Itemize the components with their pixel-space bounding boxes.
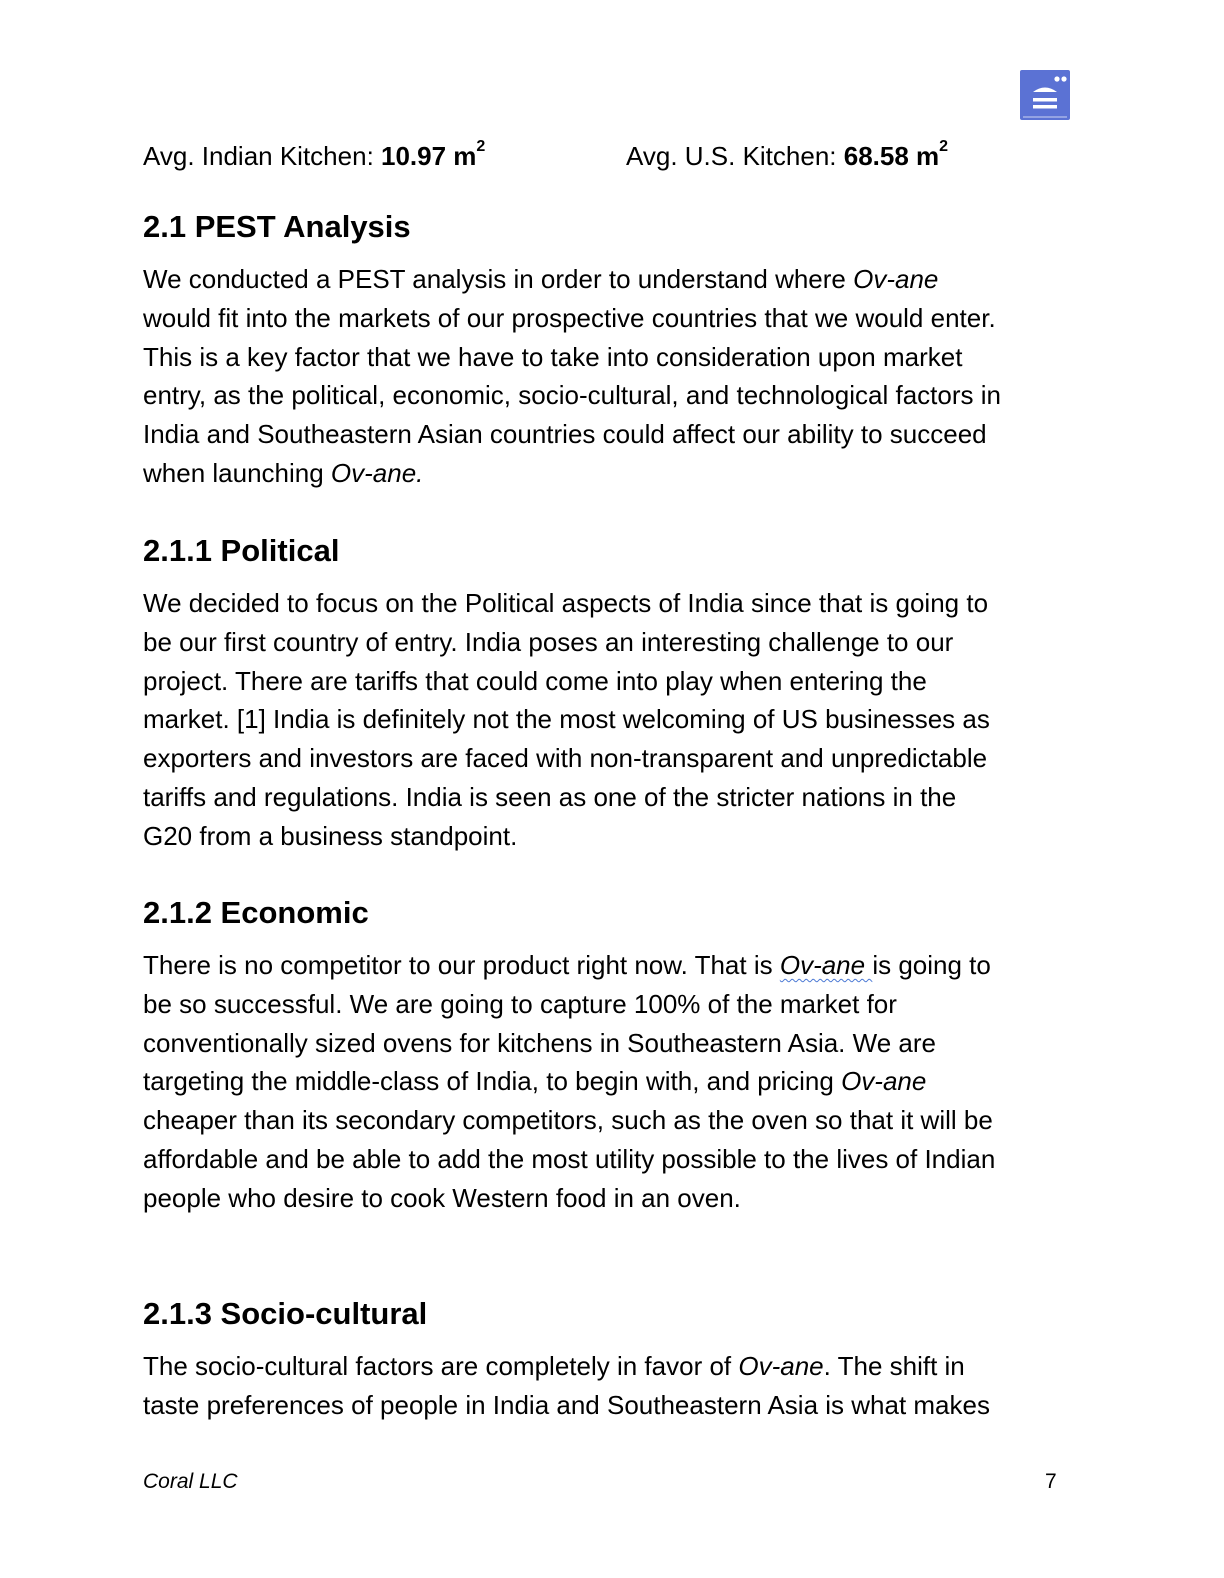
economic-line-5: cheaper than its secondary competitors, such as the oven so that it will be — [143, 1105, 993, 1136]
economic-line-4 — [143, 1062, 1083, 1101]
indian-kitchen-label: Avg. Indian Kitchen: — [143, 141, 382, 171]
sociocultural-line-1-tail: . The shift in — [823, 1351, 965, 1381]
economic-line-1-tail: is going to — [872, 950, 991, 980]
us-kitchen-exponent: 2 — [939, 138, 949, 156]
pest-heading: 2.1 PEST Analysis — [143, 209, 411, 244]
political-line: be our first country of entry. India poses an interesting challenge to our — [143, 626, 954, 657]
economic-paragraph — [143, 946, 1083, 1218]
economic-line-4-text: targeting the middle-class of India, to begin with, and pricing — [143, 1066, 842, 1097]
product-name-spellcheck: Ov-ane — [779, 950, 873, 980]
economic-line-3: conventionally sized ovens for kitchens in Southeastern Asia. We are — [143, 1027, 936, 1058]
product-name: Ov-ane — [841, 1066, 927, 1097]
oven-icon — [1020, 70, 1070, 120]
pest-line-6-text: when launching — [143, 457, 331, 488]
product-name: Ov-ane — [853, 264, 939, 294]
pest-line-3: This is a key factor that we have to take into consideration upon market — [143, 341, 963, 372]
political-line: market. [1] India is definitely not the most welcoming of US businesses as — [143, 704, 990, 735]
sociocultural-heading: 2.1.3 Socio-cultural — [143, 1296, 428, 1331]
political-line: project. There are tariffs that could come into play when entering the — [143, 665, 927, 696]
political-heading: 2.1.1 Political — [143, 533, 340, 568]
economic-line-2: be so successful. We are going to capture 100% of the market for — [143, 988, 897, 1019]
political-line: G20 from a business standpoint. — [143, 820, 518, 851]
sociocultural-line-1 — [143, 1347, 1083, 1386]
sociocultural-line-2: taste preferences of people in India and Southeastern Asia is what makes — [143, 1389, 990, 1420]
pest-line-1-text: We conducted a PEST analysis in order to understand where — [143, 264, 854, 294]
page-number: 7 — [1045, 1470, 1057, 1493]
sociocultural-line-1-text: The socio-cultural factors are completely in favor of — [143, 1351, 739, 1381]
indian-kitchen-exponent: 2 — [476, 138, 486, 156]
economic-heading: 2.1.2 Economic — [143, 895, 369, 930]
us-kitchen-label: Avg. U.S. Kitchen: — [626, 141, 844, 171]
political-paragraph — [143, 584, 1083, 856]
pest-paragraph — [143, 260, 1083, 493]
product-name: Ov-ane — [738, 1351, 824, 1381]
sociocultural-paragraph — [143, 1347, 1083, 1425]
economic-line-1 — [143, 946, 1083, 985]
pest-line-5: India and Southeastern Asian countries could affect our ability to succeed — [143, 419, 987, 450]
indian-kitchen-stat — [143, 138, 485, 174]
political-line: We decided to focus on the Political aspects of India since that is going to — [143, 588, 989, 618]
economic-line-6: affordable and be able to add the most utility possible to the lives of Indian — [143, 1143, 996, 1174]
pest-line-6 — [143, 454, 1083, 493]
economic-line-7: people who desire to cook Western food in an oven. — [143, 1182, 741, 1213]
us-kitchen-value: 68.58 m — [843, 141, 940, 171]
indian-kitchen-value: 10.97 m — [381, 141, 477, 171]
pest-line-2: would fit into the markets of our prospective countries that we would enter. — [143, 302, 996, 333]
product-name: Ov-ane. — [330, 457, 424, 488]
us-kitchen-stat — [626, 138, 948, 174]
pest-line-4: entry, as the political, economic, socio-cultural, and technological factors in — [143, 380, 1001, 411]
political-line: tariffs and regulations. India is seen as one of the stricter nations in the — [143, 781, 957, 812]
economic-line-1-text: There is no competitor to our product right now. That is — [143, 950, 780, 980]
political-line: exporters and investors are faced with non-transparent and unpredictable — [143, 743, 988, 774]
footer-company: Coral LLC — [143, 1470, 238, 1493]
pest-line-1 — [143, 260, 1083, 299]
